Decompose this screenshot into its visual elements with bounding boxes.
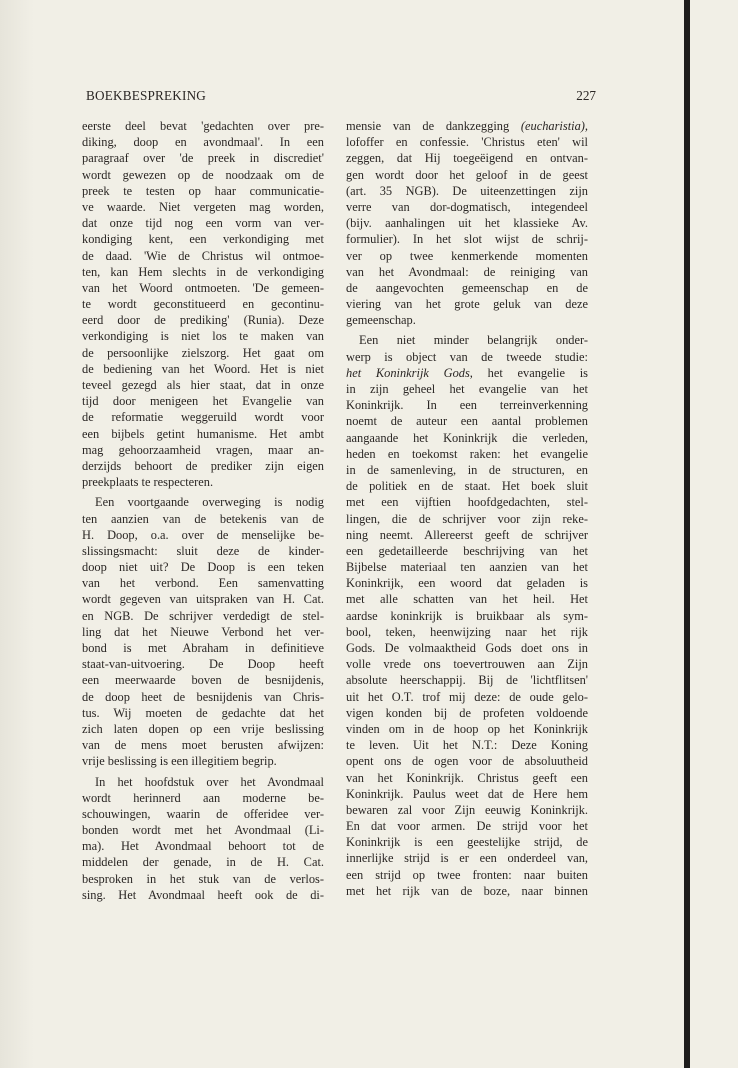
text-line [82,543,324,559]
text-line [82,753,324,769]
text-run: de reformatie weggeruild wordt voor [82,410,324,425]
italic-text-run: (eucharistia), [520,119,588,133]
running-head: BOEKBESPREKING [86,88,207,103]
text-run: In het hoofdstuk over het Avondmaal [95,774,324,789]
text-line [346,446,588,462]
text-line [346,689,588,705]
text-line [82,215,324,231]
text-run: bewaren zal voor Zijn eeuwig Koninkrijk. [346,802,588,817]
text-line [346,850,588,866]
text-line [346,721,588,737]
text-run: met alle schatten van het heil. Het [346,592,588,607]
page-edge-shadow [684,0,690,1068]
text-run: paragraaf over 'de preek in discrediet' [82,151,324,166]
text-run: zich laten dopen op een vrije beslissing [82,721,324,736]
text-line [82,575,324,591]
text-line [82,559,324,575]
text-line [346,737,588,753]
page-number: 227 [576,88,596,103]
text-run: diking, doop en avondmaal'. In een [82,135,324,150]
text-line [346,167,588,183]
text-line [346,231,588,247]
text-run: van het Koninkrijk. Christus geeft een [346,770,588,785]
text-run: doop niet uit? De Doop is een teken [82,560,324,575]
text-run: aardse koninkrijk is bruikbaar als sym- [346,608,588,623]
text-run: lingen, die de schrijver voor zijn reke- [346,511,588,526]
text-run: te wordt geconstitueerd en gecontinu- [82,297,324,312]
text-run: een meerwaarde boven de besnijdenis, [82,673,324,688]
text-run: En dat voor armen. De strijd voor het [346,819,588,834]
text-run: mensie van de dankzegging [346,119,521,133]
text-run: tijd door menigeen het Evangelie van [82,394,324,409]
text-line [82,442,324,458]
text-run: verkondiging is niet los te maken van [82,329,324,344]
text-line [346,248,588,264]
text-line [346,575,588,591]
text-run: de aangevochten gemeenschap en de [346,280,588,295]
text-run: Gods. De volmaaktheid Gods doet ons in [346,641,588,655]
text-line [346,462,588,478]
text-run: formulier). In het slot wijst de schrij- [346,232,588,247]
text-line [82,689,324,705]
text-line [82,199,324,215]
text-line [346,624,588,640]
text-line [82,474,324,490]
text-run: derzijds behoort de prediker zijn eigen [82,458,324,473]
text-run: slissingsmacht: sluit deze de kinder- [82,543,324,558]
text-run: schouwingen, waarin de offeridee ver- [82,806,324,821]
text-run: preekplaats te respecteren. [82,475,214,490]
text-run: bool, teken, heenwijzing naar het rijk [346,624,588,639]
text-line [346,591,588,607]
text-line [82,705,324,721]
text-line [82,608,324,624]
text-run: verre van dor-dogmatisch, integendeel [346,199,588,214]
text-line [82,527,324,543]
text-line [346,264,588,280]
text-run: de daad. 'Wie de Christus wil ontmoe- [82,248,324,263]
text-run: preek te testen op haar communicatie- [82,183,324,198]
text-run: noemt de auteur een aantal problemen [346,414,588,429]
text-run: dat onze tijd nog een vorm van ver- [82,216,324,231]
text-run: van het verbond. Een samenvatting [82,576,324,591]
text-line [82,409,324,425]
text-run: heden en toekomst raken: het evangelie [346,446,588,461]
text-line [82,640,324,656]
text-line [346,296,588,312]
text-line [82,426,324,442]
text-line [82,231,324,247]
text-run: absolute heerschappij. Bij de 'lichtflitsen' [346,673,588,688]
text-run: volle vrede ons toevertrouwen aan Zijn [346,657,588,672]
text-line [82,511,324,527]
text-run: van het Avondmaal: de reiniging van [346,264,588,279]
text-line [82,838,324,854]
text-line [82,494,324,510]
text-run: ten aanzien van de betekenis van de [82,511,324,526]
text-run: zeggen, dat Hij toegeëigend en ontvan- [346,151,588,166]
text-run: een strijd op twee fronten: naar buiten [346,867,588,882]
text-line [346,118,588,134]
text-run: ver op twee kenmerkende momenten [346,248,588,263]
text-run: werp is object van de tweede studie: [346,349,588,364]
text-run: ten, kan Hem slechts in de verkondiging [82,264,324,279]
text-line [346,430,588,446]
text-run: uit het O.T. trof mij deze: de oude gelo- [346,689,588,704]
text-run: tus. Wij moeten de gedachte dat het [82,705,324,720]
text-line [346,818,588,834]
text-run: de politiek en de staat. Het boek sluit [346,479,588,494]
text-run: gen wordt door het geloof in de geest [346,167,588,182]
text-line [82,134,324,150]
text-line [346,494,588,510]
text-line [82,458,324,474]
text-line [82,721,324,737]
text-run: Een niet minder belangrijk onder- [359,333,588,348]
text-line [82,183,324,199]
text-line [82,264,324,280]
text-line [346,150,588,166]
text-line [82,167,324,183]
text-run: Een voortgaande overweging is nodig [95,495,324,510]
text-run: Koninkrijk. In een terreinverkenning [346,398,588,413]
text-line [82,248,324,264]
text-line [346,183,588,199]
text-line [82,150,324,166]
text-line [346,802,588,818]
text-line [346,478,588,494]
text-line [346,349,588,365]
text-run: bond is met Abraham in definitieve [82,641,324,655]
text-line [346,672,588,688]
text-run: ve waarde. Niet vergeten mag worden, [82,199,324,214]
text-line [82,361,324,377]
text-run: innerlijke strijd is er een onderdeel van, [346,851,588,866]
text-run: ling dat het Nieuwe Verbond het ver- [82,624,324,639]
text-line [82,806,324,822]
text-line [346,199,588,215]
text-run: in de samenleving, in de structuren, en [346,462,588,477]
text-run: bonden wordt met het Avondmaal (Li- [82,823,324,838]
text-line [82,328,324,344]
text-line [346,559,588,575]
text-run: in zijn geheel het evangelie van het [346,382,588,396]
text-line [346,770,588,786]
text-line [82,737,324,753]
text-line [346,543,588,559]
text-run: vigen konden bij de profeten voldoende [346,705,588,720]
text-line [346,215,588,231]
text-line [346,413,588,429]
text-line [82,345,324,361]
text-line [346,786,588,802]
text-line [346,280,588,296]
text-line [346,753,588,769]
text-run: opent ons de ogen voor de absoluutheid [346,754,588,769]
text-line [82,871,324,887]
text-run: sing. Het Avondmaal heeft ook de di- [82,887,324,902]
text-line [82,393,324,409]
text-run: eerd door de prediking' (Runia). Deze [82,313,324,328]
text-run: Bijbelse materiaal ten aanzien van het [346,560,588,575]
text-run: een bijbels getint humanisme. Het ambt [82,426,324,441]
text-run: met een vijftien hoofdgedachten, stel- [346,495,588,510]
text-line [82,280,324,296]
text-run: te leven. Uit het N.T.: Deze Koning [346,738,588,753]
text-run: wordt gewezen op de noodzaak om de [82,167,324,182]
text-line [346,332,588,348]
text-run: de bediening van het Woord. Het is niet [82,361,324,376]
text-run: lofoffer en confessie. 'Christus eten' wil [346,135,588,150]
text-run: kondiging kent, een verkondiging met [82,232,324,247]
text-run: de doop heet de besnijdenis van Chris- [82,689,324,704]
text-line [346,397,588,413]
text-line [346,834,588,850]
text-run: viering van het grote geluk van deze [346,297,588,312]
text-run: ma). Het Avondmaal behoort tot de [82,839,324,854]
text-line [346,656,588,672]
text-line [346,365,588,381]
text-run: besproken in het stuk van de verlos- [82,871,324,886]
text-run: vinden om in de hoop op het Koninkrijk [346,721,588,736]
text-run: Koninkrijk, een woord dat geladen is [346,576,588,591]
text-line [346,640,588,656]
text-run: eerste deel bevat 'gedachten over pre- [82,119,324,133]
text-line [82,312,324,328]
text-line [82,656,324,672]
text-line [82,822,324,838]
text-run: vrije beslissing is een illegitiem begrip. [82,754,277,769]
left-text-column [82,118,324,903]
text-line [82,854,324,870]
text-line [82,296,324,312]
text-run: een gedetailleerde beschrijving van het [346,543,588,558]
text-line [82,774,324,790]
text-run: het evangelie is [472,365,588,380]
text-run: de persoonlijke zielszorg. Het gaat om [82,345,324,360]
text-run: middelen der genade, in de H. Cat. [82,855,324,870]
text-run: ning neemt. Allereerst geeft de schrijver [346,527,588,542]
text-line [346,608,588,624]
text-run: aangaande het Koninkrijk die verleden, [346,430,588,445]
text-run: teveel gezegd als hier staat, dat in onze [82,378,324,392]
text-run: (art. 35 NGB). De uiteenzettingen zijn [346,183,588,198]
text-line [82,591,324,607]
text-line [82,377,324,393]
text-run: met het rijk van de boze, naar binnen [346,883,588,898]
text-run: wordt gegeven van uitspraken van H. Cat. [82,592,324,607]
text-run: en NGB. De schrijver verdedigt de stel- [82,608,324,623]
italic-text-run: het Koninkrijk Gods, [346,365,473,380]
text-run: van de mens moet berusten afwijzen: [82,738,324,753]
text-line [346,312,588,328]
text-run: mag gehoorzaamheid vragen, maar an- [82,442,324,457]
text-run: H. Doop, o.a. over de menselijke be- [82,527,324,542]
right-text-column [346,118,588,899]
text-line [346,511,588,527]
text-run: Koninkrijk is een geestelijke strijd, de [346,835,588,850]
text-line [346,883,588,899]
text-run: Koninkrijk. Paulus weet dat de Here hem [346,786,588,801]
text-run: van het Woord ontmoeten. 'De gemeen- [82,280,324,295]
text-line [82,118,324,134]
text-line [346,381,588,397]
text-line [82,624,324,640]
text-line [82,887,324,903]
page-gutter-shadow [0,0,34,1068]
text-line [82,790,324,806]
text-line [346,867,588,883]
text-run: gemeenschap. [346,313,416,328]
text-line [346,134,588,150]
text-line [346,527,588,543]
text-line [82,672,324,688]
text-line [346,705,588,721]
text-run: staat-van-uitvoering. De Doop heeft [82,657,324,672]
text-run: (bijv. aanhalingen uit het klassieke Av. [346,216,588,231]
text-run: wordt herinnerd aan moderne be- [82,790,324,805]
